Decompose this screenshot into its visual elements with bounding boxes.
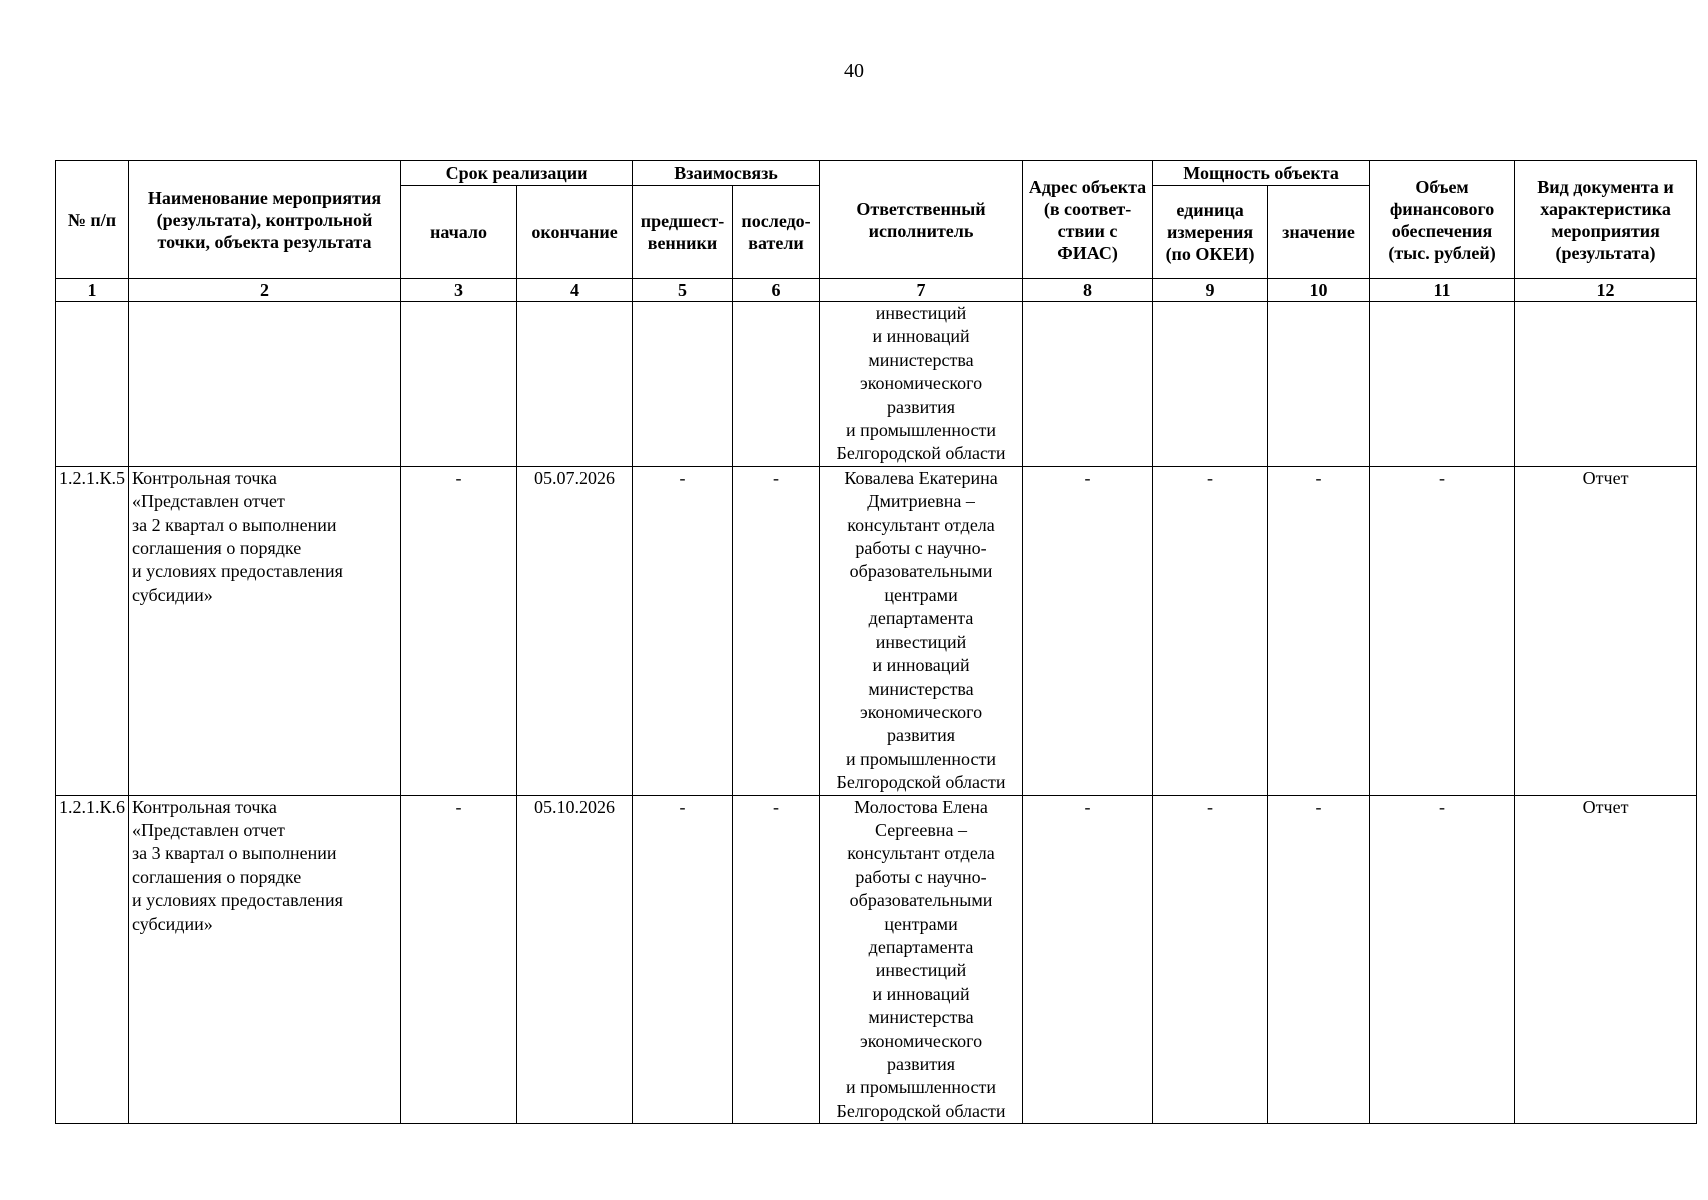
header-volume: Объем финансового обеспечения (тыс. рублей) <box>1370 161 1515 279</box>
header-link-next: последо-ватели <box>733 186 820 279</box>
header-link-group: Взаимосвязь <box>633 161 820 186</box>
row-prev <box>633 302 733 467</box>
col-number: 6 <box>733 279 820 302</box>
header-address: Адрес объекта (в соответ-ствии с ФИАС) <box>1023 161 1153 279</box>
column-numbers-row <box>56 279 1697 302</box>
col-number: 8 <box>1023 279 1153 302</box>
header-doc-type: Вид документа и характеристика мероприятия (результата) <box>1515 161 1697 279</box>
row-start: - <box>401 795 517 1124</box>
row-address: - <box>1023 795 1153 1124</box>
activities-table <box>55 160 1697 1124</box>
header-term-end: окончание <box>517 186 633 279</box>
table-row <box>56 795 1697 1124</box>
col-number: 4 <box>517 279 633 302</box>
header-capacity-group: Мощность объекта <box>1153 161 1370 186</box>
row-end <box>517 302 633 467</box>
row-prev: - <box>633 466 733 795</box>
row-id: 1.2.1.К.5 <box>56 466 129 795</box>
page-number: 40 <box>844 60 864 82</box>
col-number: 3 <box>401 279 517 302</box>
col-number: 1 <box>56 279 129 302</box>
row-value <box>1268 302 1370 467</box>
table-row <box>56 466 1697 795</box>
header-cap-value: значение <box>1268 186 1370 279</box>
row-name <box>129 302 401 467</box>
row-start <box>401 302 517 467</box>
col-number: 12 <box>1515 279 1697 302</box>
row-address <box>1023 302 1153 467</box>
row-volume: - <box>1370 466 1515 795</box>
col-number: 11 <box>1370 279 1515 302</box>
header-num: № п/п <box>56 161 129 279</box>
row-doc: Отчет <box>1515 795 1697 1124</box>
header-cap-unit: единица измерения (по ОКЕИ) <box>1153 186 1268 279</box>
row-address: - <box>1023 466 1153 795</box>
col-number: 10 <box>1268 279 1370 302</box>
row-id: 1.2.1.К.6 <box>56 795 129 1124</box>
row-name: Контрольная точка «Представлен отчет за 3 квартал о выполнении соглашения о порядке и условиях предоставления субсидии» <box>129 795 401 1124</box>
row-end: 05.10.2026 <box>517 795 633 1124</box>
col-number: 2 <box>129 279 401 302</box>
table-header <box>56 161 1697 302</box>
row-value: - <box>1268 795 1370 1124</box>
row-next: - <box>733 466 820 795</box>
row-prev: - <box>633 795 733 1124</box>
row-responsible: инвестиций и инноваций министерства экономического развития и промышленности Белгородской области <box>820 302 1023 467</box>
row-unit <box>1153 302 1268 467</box>
header-name: Наименование мероприятия (результата), контрольной точки, объекта результата <box>129 161 401 279</box>
header-term-group: Срок реализации <box>401 161 633 186</box>
header-responsible: Ответственный исполнитель <box>820 161 1023 279</box>
row-responsible: Молостова Елена Сергеевна – консультант отдела работы с научно- образовательными центрами департамента инвестиций и инноваций министерства экономического развития и промышленности Белгородской области <box>820 795 1023 1124</box>
header-term-start: начало <box>401 186 517 279</box>
row-doc <box>1515 302 1697 467</box>
header-link-prev: предшест-венники <box>633 186 733 279</box>
col-number: 7 <box>820 279 1023 302</box>
col-number: 9 <box>1153 279 1268 302</box>
row-unit: - <box>1153 466 1268 795</box>
row-name: Контрольная точка «Представлен отчет за 2 квартал о выполнении соглашения о порядке и условиях предоставления субсидии» <box>129 466 401 795</box>
row-responsible: Ковалева Екатерина Дмитриевна – консультант отдела работы с научно- образовательными центрами департамента инвестиций и инноваций министерства экономического развития и промышленности Белгородской области <box>820 466 1023 795</box>
col-number: 5 <box>633 279 733 302</box>
row-volume: - <box>1370 795 1515 1124</box>
row-volume <box>1370 302 1515 467</box>
row-next <box>733 302 820 467</box>
row-unit: - <box>1153 795 1268 1124</box>
row-id <box>56 302 129 467</box>
row-start: - <box>401 466 517 795</box>
table-row <box>56 302 1697 467</box>
row-end: 05.07.2026 <box>517 466 633 795</box>
row-value: - <box>1268 466 1370 795</box>
row-next: - <box>733 795 820 1124</box>
row-doc: Отчет <box>1515 466 1697 795</box>
